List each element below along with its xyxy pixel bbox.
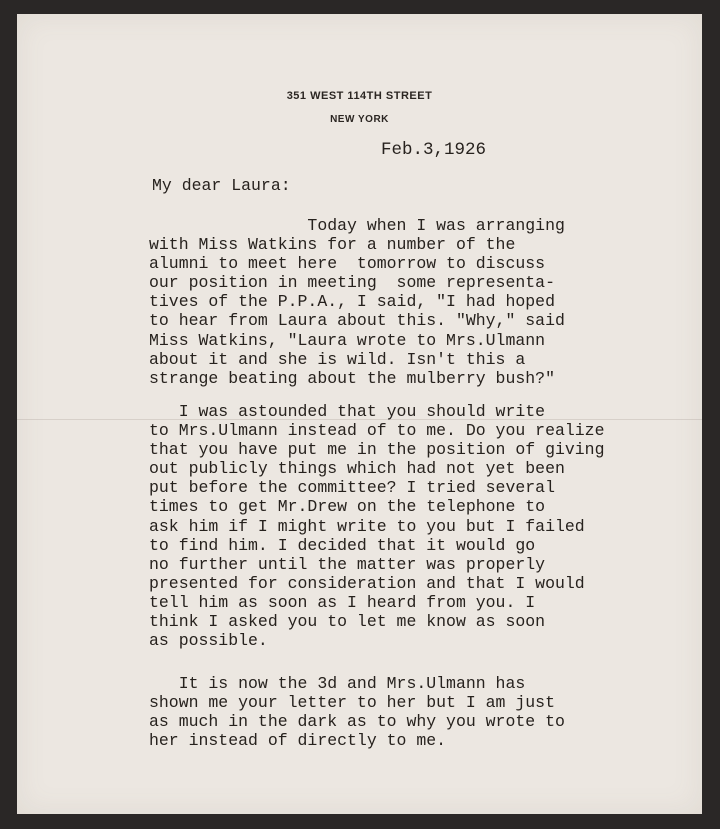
text-line: as much in the dark as to why you wrote to <box>149 712 565 732</box>
letterhead-street: 351 WEST 114TH STREET <box>286 90 433 102</box>
text-line: shown me your letter to her but I am just <box>149 693 555 713</box>
text-line: think I asked you to let me know as soon <box>149 612 546 632</box>
paragraph-2 <box>149 402 604 650</box>
text-line: to hear from Laura about this. "Why," said <box>149 311 565 331</box>
text-line: I was astounded that you should write <box>149 402 546 421</box>
letter-date: Feb.3,1926 <box>381 140 487 160</box>
text-line: as possible. <box>149 631 268 651</box>
text-line: alumni to meet here tomorrow to discuss <box>149 254 546 274</box>
paragraph-1 <box>149 216 565 388</box>
letterhead-city: NEW YORK <box>330 114 389 125</box>
text-line: her instead of directly to me. <box>149 731 447 751</box>
text-line: ask him if I might write to you but I failed <box>149 516 585 536</box>
text-line: to find him. I decided that it would go <box>149 535 536 555</box>
text-line: about it and she is wild. Isn't this a <box>149 349 526 369</box>
paragraph-3 <box>149 674 565 750</box>
text-line: our position in meeting some representa- <box>149 273 555 293</box>
text-line: tell him as soon as I heard from you. I <box>149 592 536 612</box>
text-line: to Mrs.Ulmann instead of to me. Do you realize <box>149 421 605 441</box>
text-line: no further until the matter was properly <box>149 554 546 574</box>
salutation: My dear Laura: <box>152 176 291 195</box>
text-line: Today when I was arranging <box>149 216 565 235</box>
letter-page <box>17 14 702 814</box>
text-line: put before the committee? I tried several <box>149 478 555 498</box>
text-line: strange beating about the mulberry bush?" <box>149 368 555 388</box>
text-line: that you have put me in the position of giving <box>149 440 605 460</box>
text-line: out publicly things which had not yet been <box>149 459 565 479</box>
text-line: presented for consideration and that I would <box>149 573 585 593</box>
text-line: Miss Watkins, "Laura wrote to Mrs.Ulmann <box>149 330 546 350</box>
text-line: times to get Mr.Drew on the telephone to <box>149 497 546 517</box>
text-line: It is now the 3d and Mrs.Ulmann has <box>149 674 526 693</box>
text-line: tives of the P.P.A., I said, "I had hoped <box>149 292 555 312</box>
text-line: with Miss Watkins for a number of the <box>149 235 516 255</box>
